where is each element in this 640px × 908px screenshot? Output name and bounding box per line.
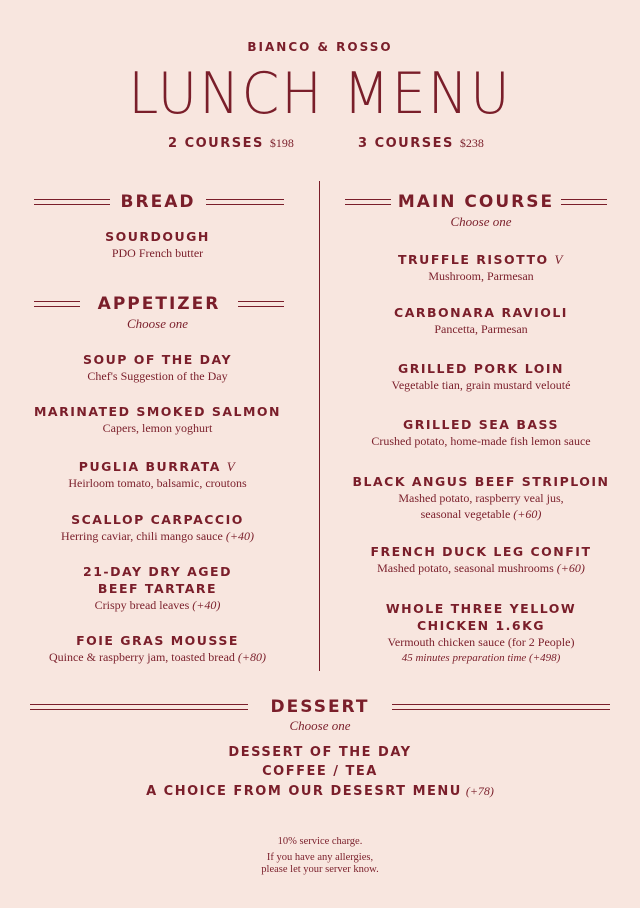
item-name: SOUP OF THE DAY xyxy=(82,352,233,367)
item-desc: Quince & raspberry jam, toasted bread xyxy=(48,650,235,664)
allergy-note: If you have any allergies, xyxy=(266,852,374,863)
bread-heading: BREAD xyxy=(120,192,196,212)
item-desc: Crushed potato, home-made fish lemon sauce xyxy=(371,434,591,448)
item-name: A CHOICE FROM OUR DESESRT MENU xyxy=(146,784,462,799)
menu-item xyxy=(20,563,295,613)
menu-item xyxy=(341,360,621,393)
item-name: FRENCH DUCK LEG CONFIT xyxy=(370,544,592,559)
menu-item xyxy=(341,304,621,337)
item-name: CARBONARA RAVIOLI xyxy=(394,305,568,320)
main-course-subtitle: Choose one xyxy=(450,214,512,229)
heading-rule xyxy=(561,199,607,205)
heading-rule xyxy=(345,199,391,205)
item-name-line2: CHICKEN 1.6KG xyxy=(416,618,546,633)
heading-rule xyxy=(206,199,284,205)
menu-item xyxy=(20,511,295,544)
menu-item xyxy=(20,458,295,491)
dessert-heading: DESSERT xyxy=(270,697,370,717)
menu-item xyxy=(341,416,621,449)
item-surcharge: (+40) xyxy=(225,529,254,543)
item-desc: Heirloom tomato, balsamic, croutons xyxy=(68,476,247,490)
item-desc: Crispy bread leaves xyxy=(94,598,190,612)
item-name: TRUFFLE RISOTTO xyxy=(398,252,549,267)
item-name: WHOLE THREE YELLOW xyxy=(385,601,577,616)
menu-item xyxy=(341,543,621,576)
item-name: SCALLOP CARPACCIO xyxy=(71,512,244,527)
item-desc: Chef's Suggestion of the Day xyxy=(87,369,228,383)
menu-item xyxy=(20,228,295,261)
item-name: MARINATED SMOKED SALMON xyxy=(33,404,282,419)
menu-item xyxy=(20,632,295,665)
item-name-line2: BEEF TARTARE xyxy=(97,581,218,596)
appetizer-heading: APPETIZER xyxy=(97,294,221,314)
heading-rule xyxy=(34,301,80,307)
dessert-subtitle: Choose one xyxy=(289,718,351,733)
course-label: 2 COURSES xyxy=(168,136,264,151)
dessert-item: COFFEE / TEA xyxy=(262,764,378,779)
two-course-price xyxy=(168,136,294,151)
three-course-price xyxy=(358,136,484,151)
item-desc-line2: seasonal vegetable xyxy=(420,507,511,521)
item-desc: Pancetta, Parmesan xyxy=(434,322,528,336)
course-price-value: $198 xyxy=(269,136,294,150)
item-surcharge: (+498) xyxy=(529,652,561,664)
item-desc: Mashed potato, raspberry veal jus, xyxy=(398,491,564,505)
item-surcharge: (+40) xyxy=(192,598,221,612)
vegetarian-icon: V xyxy=(554,252,564,267)
dessert-item xyxy=(0,782,640,800)
appetizer-subtitle: Choose one xyxy=(126,316,189,331)
item-desc: Vermouth chicken sauce (for 2 People) xyxy=(387,635,575,649)
service-charge-note: 10% service charge. xyxy=(277,836,363,847)
item-surcharge: (+60) xyxy=(556,561,585,575)
item-name: GRILLED PORK LOIN xyxy=(398,361,564,376)
item-desc: Mashed potato, seasonal mushrooms xyxy=(377,561,554,575)
item-desc: Capers, lemon yoghurt xyxy=(102,421,213,435)
course-label: 3 COURSES xyxy=(358,136,454,151)
course-price-value: $238 xyxy=(459,136,484,150)
heading-rule xyxy=(34,199,110,205)
heading-rule xyxy=(238,301,284,307)
menu-item xyxy=(341,473,621,522)
item-surcharge: (+78) xyxy=(465,784,494,798)
heading-rule xyxy=(392,704,610,710)
item-desc: Herring caviar, chili mango sauce xyxy=(61,529,223,543)
item-name: 21-DAY DRY AGED xyxy=(83,564,232,579)
menu-item xyxy=(341,600,621,666)
main-course-heading: MAIN COURSE xyxy=(397,192,555,212)
menu-item xyxy=(20,403,295,436)
menu-item xyxy=(341,251,621,284)
menu-item xyxy=(20,351,295,384)
item-name: GRILLED SEA BASS xyxy=(403,417,559,432)
item-desc: Mushroom, Parmesan xyxy=(428,269,534,283)
page-title: LUNCH MENU xyxy=(128,60,512,127)
vegetarian-icon: V xyxy=(226,459,237,474)
item-desc: PDO French butter xyxy=(111,246,204,260)
item-name: BLACK ANGUS BEEF STRIPLOIN xyxy=(352,474,610,489)
item-surcharge: (+60) xyxy=(513,507,542,521)
dessert-item: DESSERT OF THE DAY xyxy=(228,745,412,760)
item-name: FOIE GRAS MOUSSE xyxy=(76,633,239,648)
item-name: PUGLIA BURRATA xyxy=(78,459,221,474)
brand-name: BIANCO & ROSSO xyxy=(247,40,393,54)
item-desc: Vegetable tian, grain mustard velouté xyxy=(391,378,571,392)
column-divider xyxy=(319,181,320,671)
item-desc-line2: 45 minutes preparation time xyxy=(401,652,527,664)
item-surcharge: (+80) xyxy=(237,650,267,664)
item-name: SOURDOUGH xyxy=(105,229,210,244)
allergy-note-line2: please let your server know. xyxy=(261,864,379,875)
heading-rule xyxy=(30,704,248,710)
